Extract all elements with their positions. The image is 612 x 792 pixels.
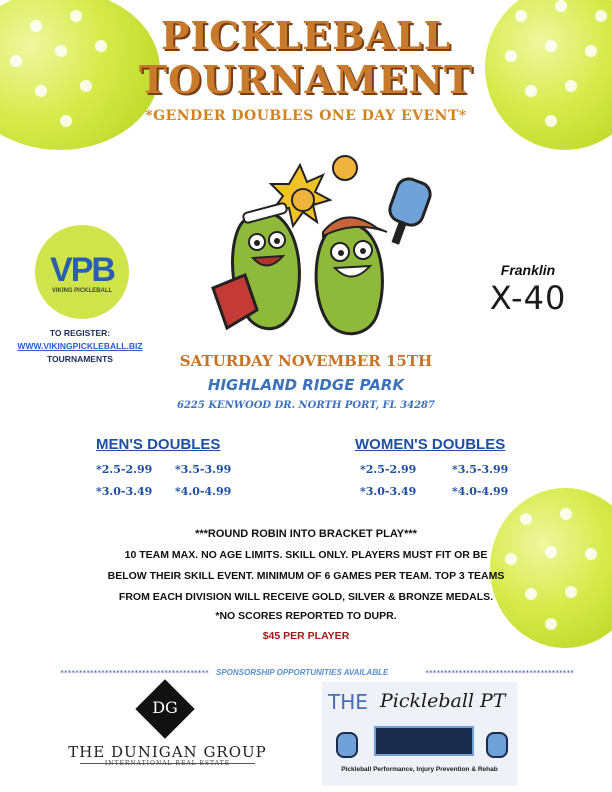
womens-doubles-heading: WOMEN'S DOUBLES <box>355 436 506 453</box>
details-line-4: *NO SCORES REPORTED TO DUPR. <box>215 610 397 622</box>
womens-level: *3.5-3.99 <box>452 463 509 476</box>
ppt-tagline: Pickleball Performance, Injury Prevention & Rehab <box>341 766 498 773</box>
left-pickle-character <box>213 202 299 328</box>
subtitle: *GENDER DOUBLES ONE DAY EVENT* <box>145 108 467 124</box>
dunigan-name: THE DUNIGAN GROUP <box>68 743 267 761</box>
event-venue: HIGHLAND RIDGE PARK <box>207 376 405 394</box>
vpb-logo-subtext: VIKING PICKLEBALL <box>51 288 113 294</box>
mens-level: *2.5-2.99 <box>96 463 153 476</box>
right-pickle-character <box>316 217 387 333</box>
paddle-left-icon <box>336 732 358 758</box>
womens-level: *3.0-3.49 <box>360 485 417 498</box>
register-link[interactable]: WWW.VIKINGPICKLEBALL.BIZ <box>17 341 143 351</box>
womens-level: *4.0-4.99 <box>452 485 509 498</box>
details-line-1: 10 TEAM MAX. NO AGE LIMITS. SKILL ONLY. PLAYERS MUST FIT OR BE <box>124 549 488 561</box>
pickle-mascots-illustration <box>205 150 435 340</box>
mens-doubles-heading: MEN'S DOUBLES <box>96 436 221 453</box>
details-line-3: FROM EACH DIVISION WILL RECEIVE GOLD, SILVER & BRONZE MEDALS. <box>118 591 494 603</box>
blue-paddle-icon <box>387 176 434 245</box>
ppt-name: Pickleball PT <box>380 690 506 712</box>
price: $45 PER PLAYER <box>262 630 350 642</box>
title-line-1: PICKLEBALL <box>160 13 452 58</box>
details-line-2: BELOW THEIR SKILL EVENT. MINIMUM OF 6 GAMES PER TEAM. TOP 3 TEAMS <box>107 570 505 582</box>
ball-icon <box>333 156 357 180</box>
event-address: 6225 KENWOOD DR. NORTH PORT, FL 34287 <box>177 400 435 411</box>
register-tournaments: TOURNAMENTS <box>47 354 113 364</box>
womens-level: *2.5-2.99 <box>360 463 417 476</box>
court-icon <box>374 726 474 756</box>
divider-left: **************************************** <box>60 669 209 677</box>
dunigan-group-logo <box>60 688 275 768</box>
dunigan-tagline: INTERNATIONAL REAL ESTATE <box>104 760 231 767</box>
franklin-model: X-40 <box>489 279 567 317</box>
viking-pickleball-logo <box>35 225 129 319</box>
pickleball-pt-logo <box>322 682 517 786</box>
franklin-brand: Franklin <box>500 262 556 278</box>
ball-icon <box>292 189 314 211</box>
franklin-logo <box>488 262 568 318</box>
mens-level: *3.0-3.49 <box>96 485 153 498</box>
ppt-prefix: THE <box>328 690 368 714</box>
paddle-right-icon <box>486 732 508 758</box>
mens-level: *3.5-3.99 <box>175 463 232 476</box>
dg-monogram: DG <box>152 698 178 717</box>
title-line-2: TOURNAMENT <box>138 57 474 102</box>
divider-right: **************************************** <box>425 669 574 677</box>
register-label: TO REGISTER: <box>49 328 111 338</box>
event-date: SATURDAY NOVEMBER 15TH <box>179 352 433 370</box>
format-line: ***ROUND ROBIN INTO BRACKET PLAY*** <box>195 528 417 540</box>
sponsorship-label: SPONSORSHIP OPPORTUNITIES AVAILABLE <box>216 668 389 677</box>
mens-level: *4.0-4.99 <box>175 485 232 498</box>
vpb-logo-text: VPB <box>50 251 114 289</box>
